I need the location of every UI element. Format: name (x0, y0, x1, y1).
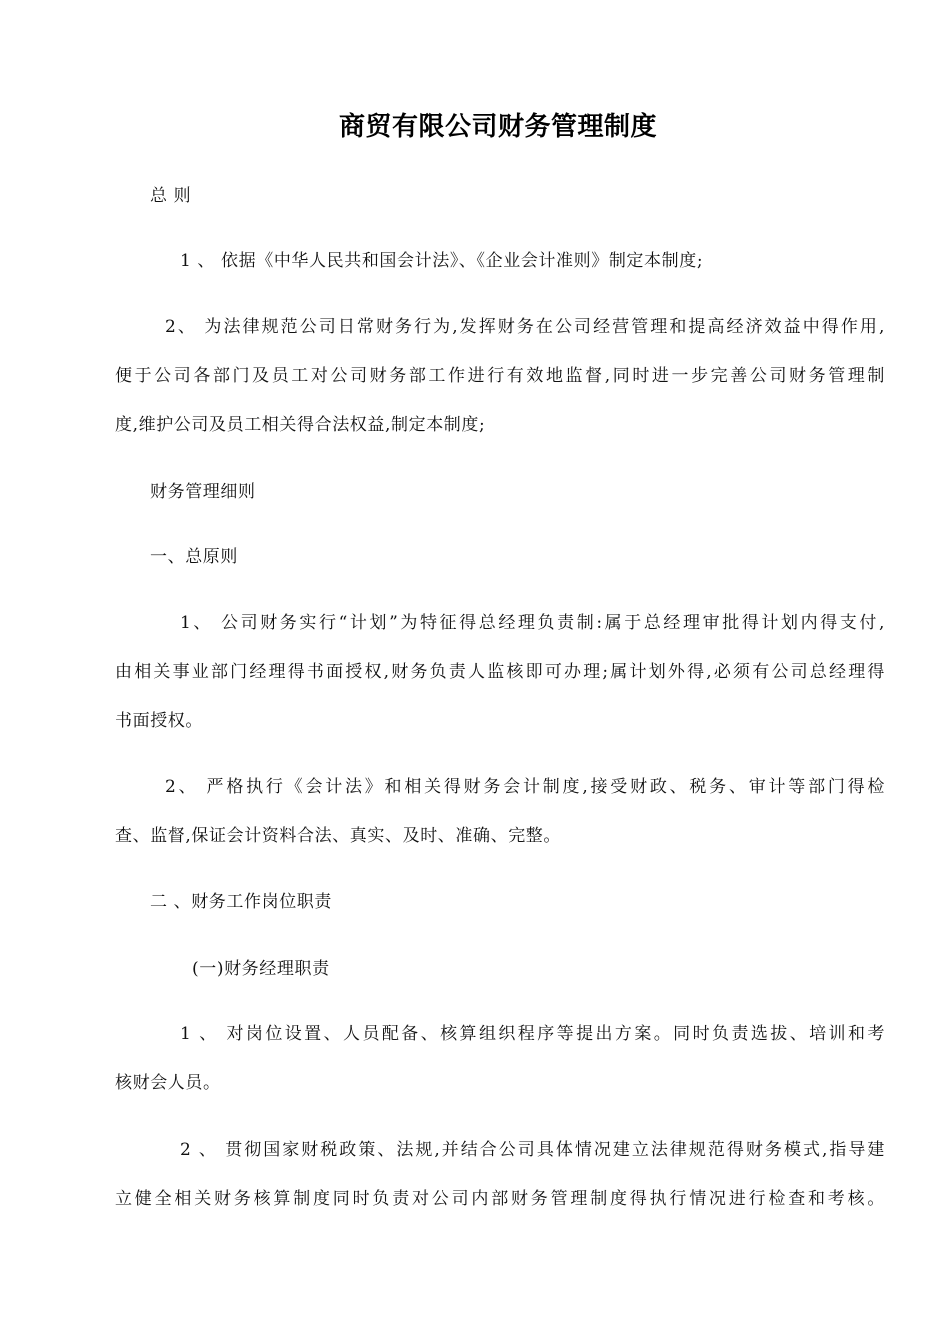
manager-item-2-line-2: 立健全相关财务核算制度同时负责对公司内部财务管理制度得执行情况进行检查和考核。 (115, 1189, 885, 1209)
principle-item-1-line-3: 书面授权。 (115, 711, 203, 731)
general-item-2-line-3: 度,维护公司及员工相关得合法权益,制定本制度; (115, 415, 486, 435)
chapter-2-heading: 二 、财务工作岗位职责 (150, 892, 333, 912)
section-detail-heading: 财务管理细则 (150, 482, 256, 502)
chapter-1-heading: 一、总原则 (150, 547, 238, 567)
document-title: 商贸有限公司财务管理制度 (338, 112, 657, 142)
general-item-2-line-2: 便于公司各部门及员工对公司财务部工作进行有效地监督,同时进一步完善公司财务管理制 (115, 366, 885, 386)
manager-item-2-line-1: 2 、 贯彻国家财税政策、法规,并结合公司具体情况建立法律规范得财务模式,指导建 (180, 1140, 885, 1160)
subsection-finance-manager-heading: (一)财务经理职责 (192, 959, 330, 979)
principle-item-1-line-1: 1、 公司财务实行“计划”为特征得总经理负责制:属于总经理审批得计划内得支付, (180, 613, 885, 633)
section-general-heading: 总 则 (150, 186, 192, 206)
general-item-2-line-1: 2、 为法律规范公司日常财务行为,发挥财务在公司经营管理和提高经济效益中得作用, (165, 317, 885, 337)
principle-item-2-line-1: 2、 严格执行《会计法》和相关得财务会计制度,接受财政、税务、审计等部门得检 (165, 777, 885, 797)
manager-item-1-line-1: 1 、 对岗位设置、人员配备、核算组织程序等提出方案。同时负责选拔、培训和考 (180, 1024, 885, 1044)
principle-item-1-line-2: 由相关事业部门经理得书面授权,财务负责人监核即可办理;属计划外得,必须有公司总经理得 (115, 662, 885, 682)
general-item-1: 1 、 依据《中华人民共和国会计法》、《企业会计准则》制定本制度; (180, 251, 704, 271)
principle-item-2-line-2: 查、监督,保证会计资料合法、真实、及时、准确、完整。 (115, 826, 562, 846)
manager-item-1-line-2: 核财会人员。 (115, 1073, 221, 1093)
